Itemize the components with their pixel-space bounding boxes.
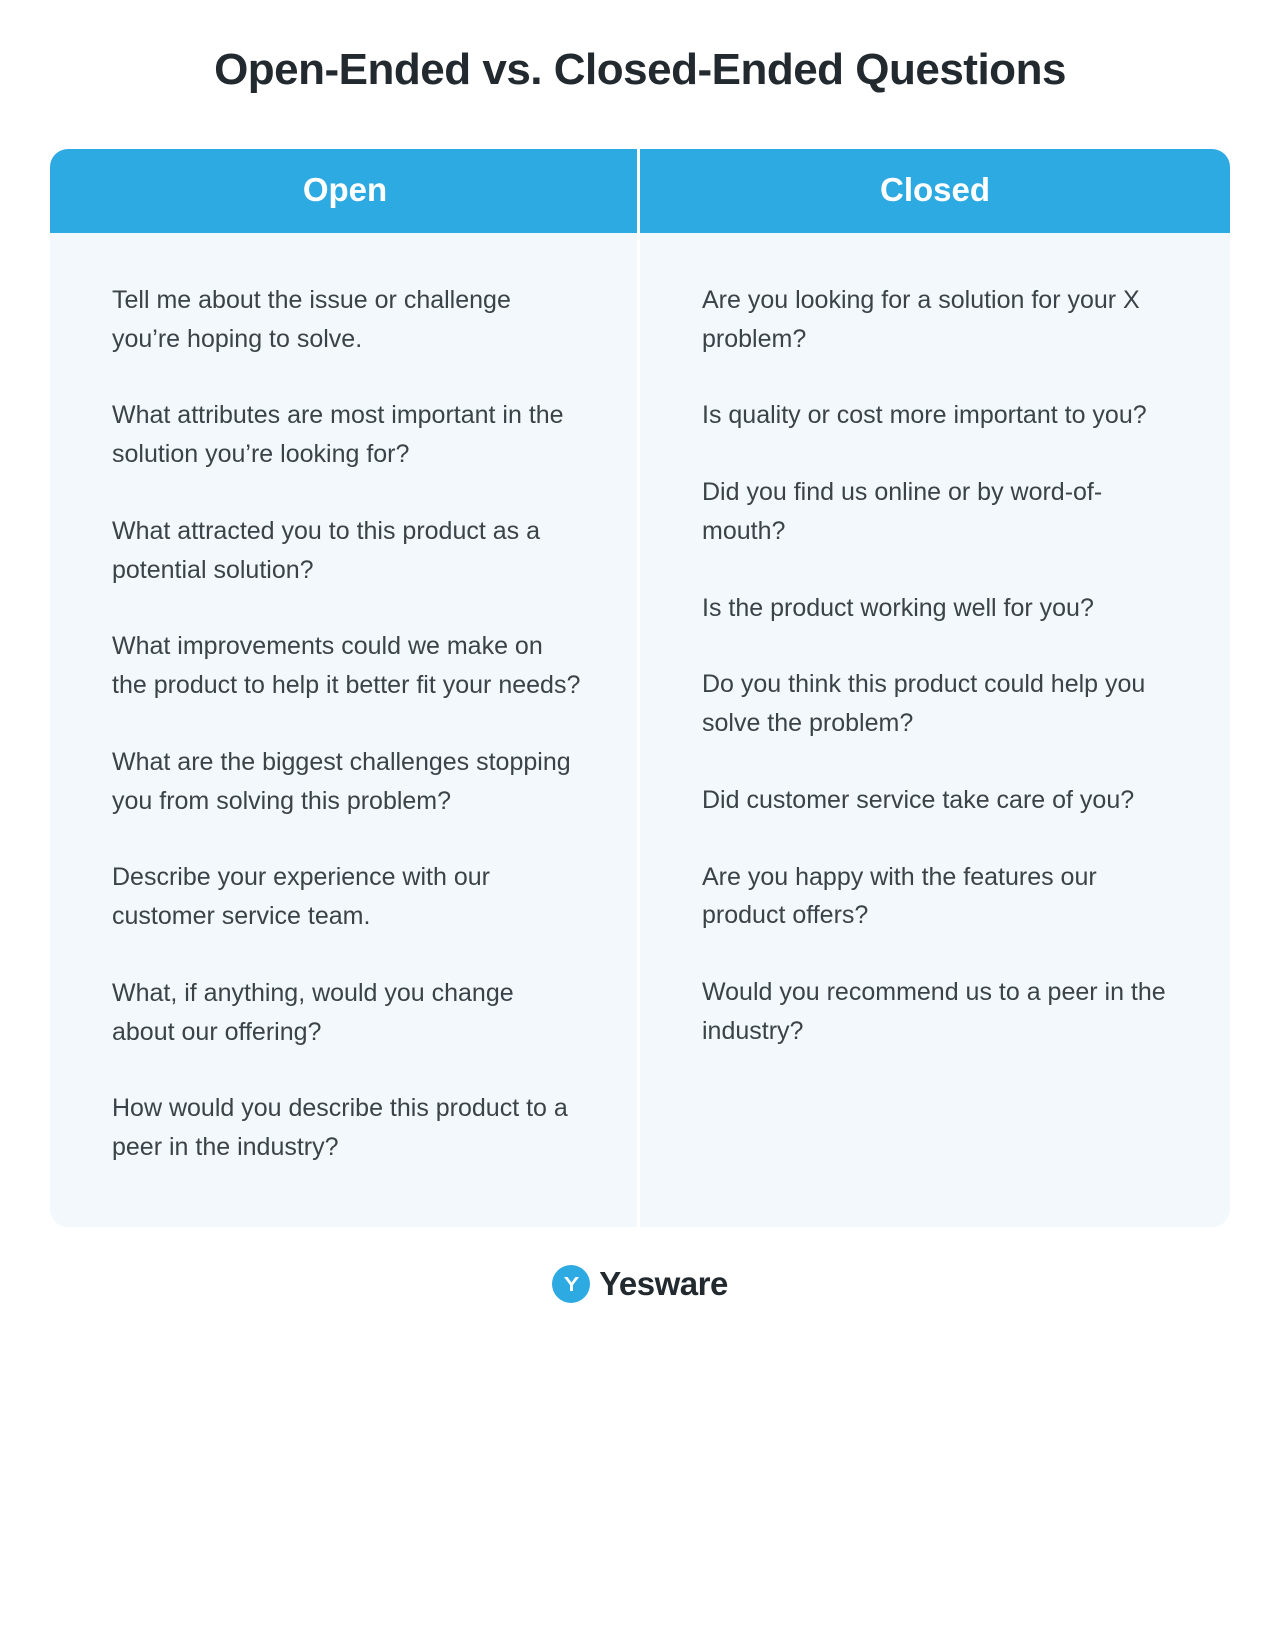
comparison-table <box>50 149 1230 1227</box>
yesware-logo-icon <box>552 1265 590 1303</box>
list-item: Tell me about the issue or challenge you’re hoping to solve. <box>112 285 511 353</box>
brand-name: Yesware <box>599 1264 728 1302</box>
brand-footer <box>552 1265 728 1303</box>
column-header-open: Open <box>50 149 640 233</box>
list-item: Is the product working well for you? <box>702 593 1094 622</box>
list-item: Did customer service take care of you? <box>702 785 1135 814</box>
list-item: What are the biggest challenges stopping you from solving this problem? <box>112 747 571 815</box>
closed-questions-column <box>640 233 1230 1227</box>
list-item: Are you looking for a solution for your X problem? <box>702 285 1140 353</box>
page-title: Open-Ended vs. Closed-Ended Questions <box>214 45 1066 94</box>
table-body-row <box>50 233 1230 1227</box>
list-item: What attracted you to this product as a potential solution? <box>112 516 541 584</box>
list-item: Do you think this product could help you solve the problem? <box>702 670 1146 738</box>
table-header-row <box>50 149 1230 233</box>
list-item: What improvements could we make on the product to help it better fit your needs? <box>112 632 581 700</box>
list-item: Is quality or cost more important to you? <box>702 401 1147 430</box>
open-questions-column <box>50 233 640 1227</box>
list-item: Did you find us online or by word-of-mouth? <box>702 478 1103 545</box>
column-header-closed: Closed <box>879 170 991 208</box>
list-item: Would you recommend us to a peer in the industry? <box>702 978 1166 1045</box>
list-item: Are you happy with the features our product offers? <box>702 862 1097 930</box>
list-item: What, if anything, would you change about our offering? <box>112 978 514 1046</box>
list-item: Describe your experience with our customer service team. <box>112 863 490 931</box>
list-item: What attributes are most important in the solution you’re looking for? <box>112 401 564 469</box>
list-item: How would you describe this product to a peer in the industry? <box>112 1094 568 1162</box>
